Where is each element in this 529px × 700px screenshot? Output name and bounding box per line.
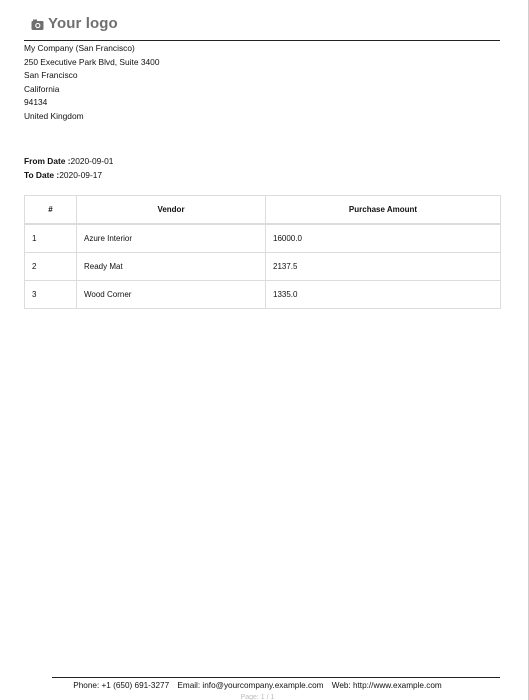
company-country: United Kingdom	[24, 110, 84, 121]
vendor-cell: Azure Interior	[77, 224, 266, 253]
row-number: 2	[25, 253, 77, 281]
table-row	[25, 253, 501, 281]
from-date-line	[24, 154, 113, 168]
footer-web: Web: http://www.example.com	[331, 681, 442, 690]
company-state: California	[24, 83, 60, 94]
amount-cell: 16000.0	[266, 224, 501, 253]
amount-cell: 2137.5	[266, 253, 501, 281]
to-date-label: To Date :	[24, 170, 60, 180]
vendor-cell: Wood Corner	[77, 281, 266, 309]
company-address	[24, 42, 159, 124]
footer-email: Email: info@yourcompany.example.com	[177, 681, 324, 690]
to-date-line	[24, 168, 113, 182]
logo-text: Your logo	[48, 15, 118, 32]
table-row	[25, 281, 501, 309]
camera-icon	[31, 18, 44, 31]
table-header-row	[25, 196, 501, 225]
column-header-number: #	[25, 196, 77, 225]
footer-divider	[52, 677, 500, 678]
from-date-label: From Date :	[24, 156, 71, 166]
company-zip: 94134	[24, 97, 48, 108]
amount-cell: 1335.0	[266, 281, 501, 309]
row-number: 3	[25, 281, 77, 309]
company-city: San Francisco	[24, 70, 78, 81]
company-street: 250 Executive Park Blvd, Suite 3400	[24, 56, 160, 67]
company-name: My Company (San Francisco)	[24, 43, 135, 53]
table-row	[25, 224, 501, 253]
date-range	[24, 154, 113, 182]
column-header-purchase-amount: Purchase Amount	[266, 196, 501, 225]
footer-phone: Phone: +1 (650) 691-3277	[73, 681, 170, 690]
vendor-cell: Ready Mat	[77, 253, 266, 281]
to-date-value: 2020-09-17	[59, 170, 103, 180]
purchase-table	[24, 195, 501, 309]
row-number: 1	[25, 224, 77, 253]
footer-contact	[0, 680, 515, 691]
company-logo	[31, 15, 118, 33]
page-number: Page: 1 / 1	[240, 694, 275, 700]
column-header-vendor: Vendor	[77, 196, 266, 225]
from-date-value: 2020-09-01	[70, 156, 114, 166]
header-divider	[24, 40, 500, 41]
